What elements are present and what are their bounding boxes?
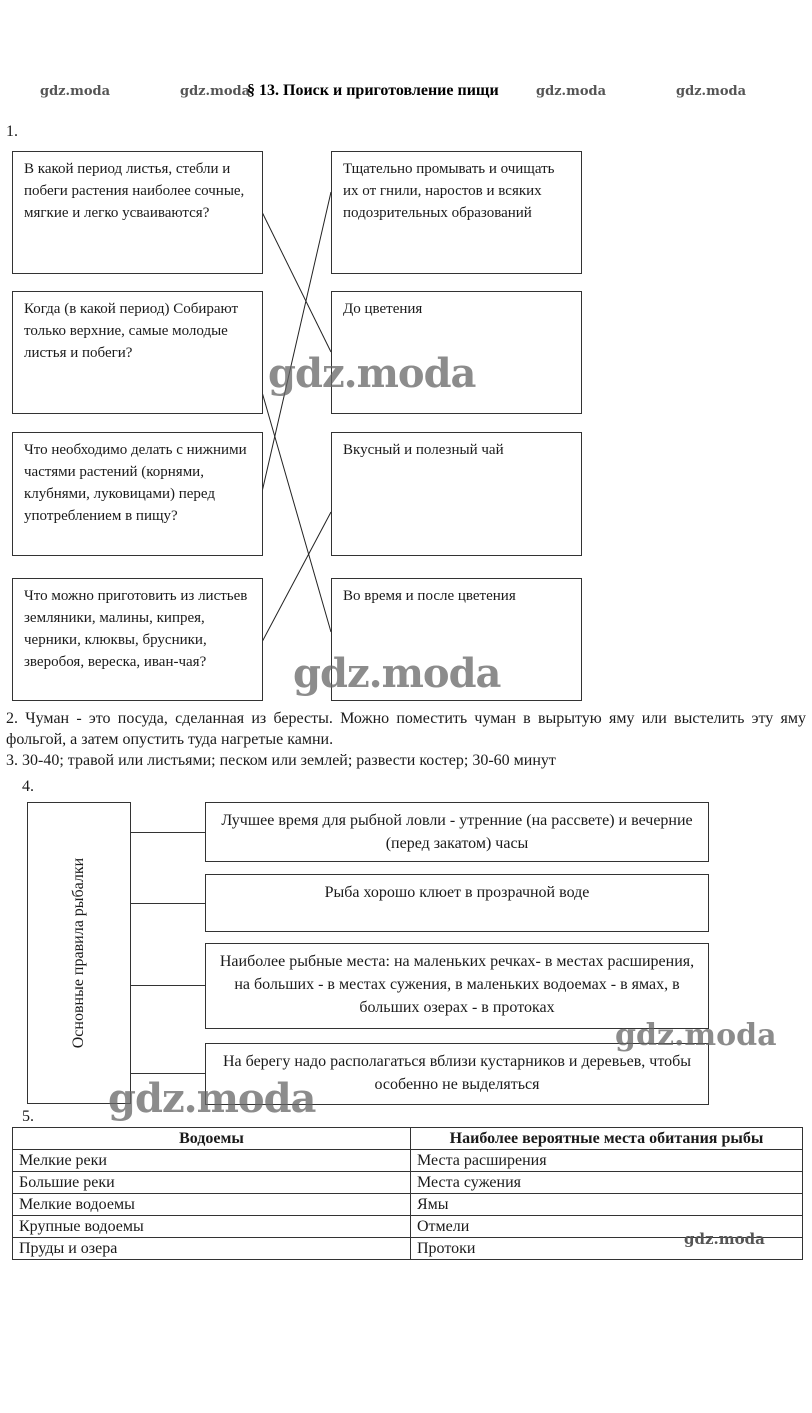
question-box: Что можно приготовить из листьев земляники, малины, кипрея, черники, клюквы, брусники, зверобоя, вереска, иван-чая? bbox=[12, 578, 263, 701]
task-number: 4. bbox=[22, 778, 34, 795]
table-row bbox=[13, 1150, 803, 1172]
table-cell: Места сужения bbox=[411, 1172, 803, 1194]
table-header-row bbox=[13, 1128, 803, 1150]
task2-text: 2. Чуман - это посуда, сделанная из бересты. Можно поместить чуман в вырытую яму или выстелить эту яму фольгой, а затем опустить туда нагретые камни. bbox=[6, 710, 806, 748]
table-row bbox=[13, 1194, 803, 1216]
question-box: Когда (в какой период) Собирают только верхние, самые молодые листья и побеги? bbox=[12, 291, 263, 414]
rules-label: Основные правила рыбалки bbox=[70, 857, 87, 1049]
watermark-small: gdz.moda bbox=[676, 84, 747, 99]
watermark-large: gdz.moda bbox=[268, 350, 476, 397]
answer-box: Тщательно промывать и очищать их от гнили, наростов и всяких подозрительных образований bbox=[331, 151, 582, 274]
task-number: 5. bbox=[22, 1108, 34, 1125]
table-cell: Отмели bbox=[411, 1216, 803, 1238]
match-line bbox=[262, 212, 331, 352]
table-cell: Крупные водоемы bbox=[13, 1216, 411, 1238]
task3-text: 3. 30-40; травой или листьями; песком или землей; развести костер; 30-60 минут bbox=[6, 752, 556, 769]
table-cell: Большие реки bbox=[13, 1172, 411, 1194]
watermark-small: gdz.moda bbox=[536, 84, 607, 99]
watermark-small: gdz.moda bbox=[180, 84, 251, 99]
match-line bbox=[262, 392, 331, 632]
watermark-small: gdz.moda bbox=[40, 84, 111, 99]
match-line bbox=[262, 192, 331, 492]
connector-line bbox=[131, 985, 205, 986]
watermark-large: gdz.moda bbox=[615, 1018, 777, 1053]
column-header: Водоемы bbox=[13, 1128, 411, 1150]
match-line bbox=[262, 512, 331, 642]
question-box: Что необходимо делать с нижними частями растений (корнями, клубнями, луковицами) перед употреблением в пищу? bbox=[12, 432, 263, 556]
rule-box: Наиболее рыбные места: на маленьких речках- в местах расширения, на больших - в местах сужения, в маленьких водоемах - в ямах, в больших озерах - в протоках bbox=[205, 943, 709, 1029]
table-cell: Протоки bbox=[411, 1238, 803, 1260]
table-cell: Пруды и озера bbox=[13, 1238, 411, 1260]
task-number: 1. bbox=[6, 123, 18, 140]
table-cell: Ямы bbox=[411, 1194, 803, 1216]
watermark-small: gdz.moda bbox=[684, 1230, 765, 1248]
table-cell: Места расширения bbox=[411, 1150, 803, 1172]
answer-box: Вкусный и полезный чай bbox=[331, 432, 582, 556]
answer-box: До цветения bbox=[331, 291, 582, 414]
watermark-large: gdz.moda bbox=[108, 1075, 316, 1122]
connector-line bbox=[131, 832, 205, 833]
rules-label-box bbox=[27, 802, 131, 1104]
question-box: В какой период листья, стебли и побеги растения наиболее сочные, мягкие и легко усваиваются? bbox=[12, 151, 263, 274]
column-header: Наиболее вероятные места обитания рыбы bbox=[411, 1128, 803, 1150]
rule-box: Рыба хорошо клюет в прозрачной воде bbox=[205, 874, 709, 932]
rule-box: На берегу надо располагаться вблизи кустарников и деревьев, чтобы особенно не выделяться bbox=[205, 1043, 709, 1105]
rule-box: Лучшее время для рыбной ловли - утренние (на рассвете) и вечерние (перед закатом) часы bbox=[205, 802, 709, 862]
table-cell: Мелкие водоемы bbox=[13, 1194, 411, 1216]
page-title: § 13. Поиск и приготовление пищи bbox=[247, 82, 499, 99]
table-row bbox=[13, 1172, 803, 1194]
connector-line bbox=[131, 903, 205, 904]
watermark-large: gdz.moda bbox=[293, 650, 501, 697]
connector-line bbox=[131, 1073, 205, 1074]
answer-box: Во время и после цветения bbox=[331, 578, 582, 701]
table-cell: Мелкие реки bbox=[13, 1150, 411, 1172]
